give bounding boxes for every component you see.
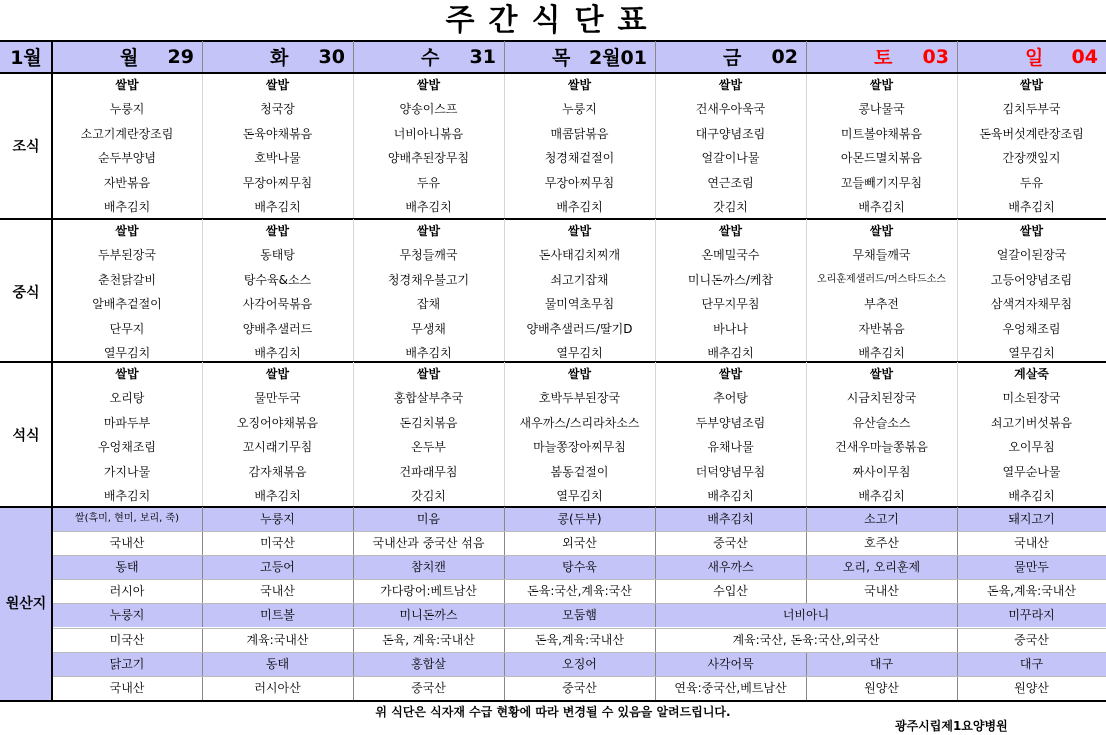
menu-cell: 배추김치 xyxy=(707,489,754,503)
grid-line xyxy=(957,73,958,219)
menu-cell: 배추김치 xyxy=(556,200,603,214)
day-date: 2월01 xyxy=(588,47,647,69)
origin-cell: 배추김치 xyxy=(655,507,806,531)
menu-cell: 갓김치 xyxy=(411,489,446,503)
origin-cell: 대구 xyxy=(957,652,1106,676)
grid-line xyxy=(957,676,958,700)
menu-cell: 자반볶음 xyxy=(103,175,151,190)
origin-cell: 국내산 xyxy=(1014,536,1049,551)
menu-cell: 쌀밥 xyxy=(416,78,441,92)
menu-cell: 물미역초무침 xyxy=(544,297,615,312)
origin-cell: 새우까스 xyxy=(655,555,806,579)
menu-cell: 온두부 xyxy=(411,440,446,455)
grid-line xyxy=(504,41,505,72)
menu-cell: 미니돈까스/케찹 xyxy=(687,272,774,287)
origin-cell: 소고기 xyxy=(806,507,957,531)
menu-cell: 꼬들빼기지무침 xyxy=(840,175,923,190)
grid-line xyxy=(353,628,354,652)
menu-cell: 너비아니볶음 xyxy=(393,126,464,141)
menu-cell: 마파두부 xyxy=(103,415,151,430)
grid-line xyxy=(202,603,203,627)
month-label: 1월 xyxy=(0,41,52,72)
origin-cell: 오리, 오리훈제 xyxy=(806,555,957,579)
origin-cell: 동태 xyxy=(202,652,353,676)
menu-cell: 쌀밥 xyxy=(567,367,592,381)
menu-cell: 봄동겉절이 xyxy=(550,464,609,479)
origin-cell: 사각어묵 xyxy=(655,652,806,676)
grid-line xyxy=(52,579,1106,580)
menu-cell: 배추김치 xyxy=(405,346,452,360)
grid-line xyxy=(0,700,1106,702)
menu-cell: 오리탕 xyxy=(109,391,145,406)
origin-cell: 돈육,계육:국내산 xyxy=(534,632,624,647)
grid-line xyxy=(202,362,203,508)
grid-line xyxy=(202,555,203,579)
grid-line xyxy=(52,652,1106,653)
origin-cell: 중국산 xyxy=(411,680,446,695)
menu-cell: 사각어묵볶음 xyxy=(242,297,313,312)
grid-line xyxy=(353,219,354,365)
grid-line xyxy=(806,676,807,700)
origin-cell: 국내산 xyxy=(109,536,145,551)
menu-cell: 쌀밥 xyxy=(869,78,894,92)
menu-cell: 호박두부된장국 xyxy=(538,391,621,406)
grid-line xyxy=(504,603,505,627)
menu-cell: 순두부양념 xyxy=(98,151,156,166)
grid-line xyxy=(504,507,505,531)
grid-line xyxy=(353,531,354,555)
grid-line xyxy=(0,361,1106,363)
menu-cell: 배추김치 xyxy=(1008,489,1055,503)
menu-cell: 자반볶음 xyxy=(858,321,905,336)
day-header-1 xyxy=(202,41,353,72)
menu-cell: 배추김치 xyxy=(1008,200,1055,214)
origin-cell: 콩(두부) xyxy=(504,507,655,531)
origin-label: 원산지 xyxy=(0,507,52,700)
menu-cell: 홍합살부추국 xyxy=(393,391,464,406)
grid-line xyxy=(504,652,505,676)
origin-cell: 미트볼 xyxy=(202,603,353,627)
menu-cell: 양배추된장무침 xyxy=(387,151,470,166)
origin-cell: 수입산 xyxy=(713,584,748,599)
grid-line xyxy=(202,628,203,652)
day-date: 31 xyxy=(469,45,496,68)
origin-cell: 가다랑어:베트남산 xyxy=(380,584,477,599)
origin-cell: 미니돈까스 xyxy=(353,603,504,627)
origin-cell: 국내산 xyxy=(864,584,899,599)
grid-line xyxy=(957,507,958,531)
menu-cell: 계살죽 xyxy=(1014,367,1049,381)
origin-cell: 중국산 xyxy=(1014,632,1049,647)
menu-cell: 바나나 xyxy=(713,321,748,336)
day-date: 29 xyxy=(167,45,194,68)
menu-cell: 열무순나물 xyxy=(1002,464,1061,479)
menu-cell: 두유 xyxy=(1019,175,1044,190)
grid-line xyxy=(353,73,354,219)
meal-label-2: 석식 xyxy=(12,428,40,445)
menu-cell: 얼갈이된장국 xyxy=(996,248,1067,263)
day-name: 금 xyxy=(723,47,742,69)
origin-cell: 돼지고기 xyxy=(957,507,1106,531)
menu-cell: 쌀밥 xyxy=(115,78,139,92)
origin-cell: 원양산 xyxy=(864,680,899,695)
menu-cell: 열무김치 xyxy=(556,489,603,503)
grid-line xyxy=(52,676,1106,677)
menu-cell: 짜사이무침 xyxy=(852,464,911,479)
origin-cell: 미음 xyxy=(353,507,504,531)
grid-line xyxy=(504,531,505,555)
menu-cell: 배추김치 xyxy=(707,346,754,360)
footer-note: 위 식단은 식자재 수급 현황에 따라 변경될 수 있음을 알려드립니다. xyxy=(375,704,731,719)
menu-cell: 돈사태김치찌개 xyxy=(538,248,621,263)
menu-cell: 시금치된장국 xyxy=(846,391,917,406)
menu-cell: 무채들깨국 xyxy=(852,248,911,263)
grid-line xyxy=(0,40,1106,42)
grid-line xyxy=(806,507,807,531)
grid-line xyxy=(202,652,203,676)
day-name: 토 xyxy=(874,47,893,69)
grid-line xyxy=(957,362,958,508)
grid-line xyxy=(202,219,203,365)
menu-cell: 우엉채조림 xyxy=(98,440,156,455)
menu-cell: 배추김치 xyxy=(405,200,452,214)
menu-cell: 배추김치 xyxy=(858,489,905,503)
grid-line xyxy=(957,603,958,627)
menu-cell: 우엉채조림 xyxy=(1002,321,1061,336)
menu-cell: 열무김치 xyxy=(103,346,151,360)
grid-line xyxy=(806,362,807,508)
menu-cell: 아몬드멸치볶음 xyxy=(840,151,923,166)
grid-line xyxy=(806,73,807,219)
grid-line xyxy=(655,362,656,508)
grid-line xyxy=(504,362,505,508)
origin-cell: 국내산과 중국산 섞음 xyxy=(372,536,485,551)
grid-line xyxy=(52,531,1106,532)
grid-line xyxy=(806,41,807,72)
menu-cell: 쌀밥 xyxy=(265,367,290,381)
menu-cell: 동태탕 xyxy=(260,248,295,263)
origin-cell: 쌀(흑미, 현미, 보리, 죽) xyxy=(52,507,202,531)
grid-line xyxy=(957,219,958,365)
grid-line xyxy=(202,531,203,555)
origin-cell: 러시아산 xyxy=(254,680,301,695)
grid-line xyxy=(655,41,656,72)
grid-line xyxy=(0,218,1106,220)
origin-cell: 누룽지 xyxy=(52,603,202,627)
origin-cell: 참치캔 xyxy=(353,555,504,579)
menu-cell: 마늘쫑장아찌무침 xyxy=(533,440,626,455)
grid-line xyxy=(202,507,203,531)
menu-cell: 열무김치 xyxy=(556,346,603,360)
grid-line xyxy=(0,506,1106,508)
menu-cell: 고등어양념조림 xyxy=(990,272,1073,287)
day-header-0 xyxy=(52,41,202,72)
grid-line xyxy=(52,555,1106,556)
menu-cell: 쌀밥 xyxy=(265,78,290,92)
grid-line xyxy=(52,603,1106,604)
origin-cell: 고등어 xyxy=(202,555,353,579)
grid-line xyxy=(202,676,203,700)
grid-line xyxy=(353,507,354,531)
grid-line xyxy=(504,579,505,603)
day-name: 목 xyxy=(552,47,571,69)
meal-label-0: 조식 xyxy=(12,139,40,156)
origin-cell: 돈육:국산,계육:국산 xyxy=(527,584,632,599)
menu-cell: 쌀밥 xyxy=(416,224,441,238)
grid-line xyxy=(957,628,958,652)
menu-cell: 돈김치볶음 xyxy=(399,415,458,430)
menu-cell: 부추전 xyxy=(864,297,899,312)
menu-cell: 무청들깨국 xyxy=(399,248,458,263)
menu-cell: 오리훈제샐러드/머스타드소스 xyxy=(817,273,946,285)
menu-cell: 오이무침 xyxy=(1008,440,1055,455)
menu-cell: 갓김치 xyxy=(713,200,748,214)
menu-cell: 배추김치 xyxy=(254,200,301,214)
menu-cell: 쌀밥 xyxy=(718,224,743,238)
origin-cell: 돈육, 계육:국내산 xyxy=(382,632,475,647)
origin-cell: 중국산 xyxy=(713,536,748,551)
menu-cell: 누룽지 xyxy=(109,102,145,117)
day-name: 화 xyxy=(270,47,289,69)
menu-cell: 쌀밥 xyxy=(115,367,139,381)
origin-cell: 너비아니 xyxy=(655,603,957,627)
menu-cell: 배추김치 xyxy=(103,489,151,503)
day-date: 03 xyxy=(922,45,949,68)
menu-cell: 미트볼야채볶음 xyxy=(840,126,923,141)
menu-cell: 호박나물 xyxy=(254,151,301,166)
menu-cell: 꼬시래기무침 xyxy=(242,440,313,455)
grid-line xyxy=(353,362,354,508)
menu-cell: 유산슬소스 xyxy=(852,415,911,430)
origin-cell: 오징어 xyxy=(504,652,655,676)
menu-cell: 콩나물국 xyxy=(858,102,905,117)
day-date: 30 xyxy=(318,45,345,68)
grid-line xyxy=(655,603,656,627)
menu-cell: 양배추샐러드 xyxy=(242,321,313,336)
page-title: 주간식단표 xyxy=(445,3,661,38)
menu-cell: 무장아찌무침 xyxy=(242,175,313,190)
menu-cell: 단무지 xyxy=(109,321,145,336)
grid-line xyxy=(504,676,505,700)
grid-line xyxy=(0,72,1106,74)
grid-line xyxy=(655,555,656,579)
menu-cell: 청경채우불고기 xyxy=(387,272,470,287)
grid-line xyxy=(806,555,807,579)
grid-line xyxy=(957,531,958,555)
menu-cell: 탕수육&소스 xyxy=(243,272,312,287)
menu-cell: 누룽지 xyxy=(562,102,597,117)
menu-cell: 쌀밥 xyxy=(567,224,592,238)
menu-cell: 두부양념조림 xyxy=(695,415,766,430)
menu-cell: 배추김치 xyxy=(858,346,905,360)
menu-cell: 단무지무침 xyxy=(701,297,760,312)
menu-cell: 대구양념조림 xyxy=(695,126,766,141)
menu-cell: 간장깻잎지 xyxy=(1002,151,1061,166)
grid-line xyxy=(957,41,958,72)
day-name: 일 xyxy=(1025,47,1044,69)
menu-cell: 쌀밥 xyxy=(265,224,290,238)
menu-cell: 물만두국 xyxy=(254,391,301,406)
menu-cell: 알배추겉절이 xyxy=(92,297,162,312)
menu-cell: 청국장 xyxy=(260,102,295,117)
menu-cell: 가지나물 xyxy=(103,464,151,479)
grid-line xyxy=(202,41,203,72)
menu-cell: 배추김치 xyxy=(254,489,301,503)
origin-cell: 러시아 xyxy=(109,584,145,599)
grid-line xyxy=(504,73,505,219)
origin-cell: 물만두 xyxy=(957,555,1106,579)
menu-cell: 배추김치 xyxy=(858,200,905,214)
grid-line xyxy=(655,73,656,219)
menu-cell: 배추김치 xyxy=(254,346,301,360)
menu-cell: 연근조림 xyxy=(707,175,754,190)
menu-cell: 더덕양념무침 xyxy=(695,464,766,479)
origin-cell: 중국산 xyxy=(562,680,597,695)
origin-cell: 동태 xyxy=(52,555,202,579)
grid-line xyxy=(51,41,53,700)
menu-cell: 무장아찌무침 xyxy=(544,175,615,190)
origin-cell: 모둠햄 xyxy=(504,603,655,627)
day-header-2 xyxy=(353,41,504,72)
day-header-6 xyxy=(957,41,1106,72)
grid-line xyxy=(202,73,203,219)
day-header-5 xyxy=(806,41,957,72)
menu-cell: 온메밀국수 xyxy=(701,248,760,263)
grid-line xyxy=(957,555,958,579)
origin-cell: 미국산 xyxy=(109,632,145,647)
menu-cell: 건파래무침 xyxy=(399,464,458,479)
grid-line xyxy=(52,628,1106,629)
origin-cell: 계육:국내산 xyxy=(246,632,309,647)
menu-cell: 쌀밥 xyxy=(1019,224,1044,238)
menu-cell: 돈육야채볶음 xyxy=(242,126,313,141)
menu-cell: 건새우마늘쫑볶음 xyxy=(835,440,928,455)
menu-cell: 미소된장국 xyxy=(1002,391,1061,406)
origin-cell: 국내산 xyxy=(260,584,295,599)
origin-cell: 국내산 xyxy=(109,680,145,695)
grid-line xyxy=(353,41,354,72)
menu-cell: 쌀밥 xyxy=(718,367,743,381)
grid-line xyxy=(504,219,505,365)
grid-line xyxy=(353,652,354,676)
grid-line xyxy=(202,579,203,603)
meal-label-1: 중식 xyxy=(12,285,40,302)
menu-cell: 새우까스/스리라차소스 xyxy=(519,415,640,430)
origin-cell: 외국산 xyxy=(562,536,597,551)
grid-line xyxy=(655,676,656,700)
grid-line xyxy=(353,603,354,627)
day-name: 월 xyxy=(120,47,139,69)
origin-cell: 원양산 xyxy=(1014,680,1049,695)
origin-cell: 홍합살 xyxy=(353,652,504,676)
origin-cell: 돈육,계육:국내산 xyxy=(986,584,1076,599)
menu-cell: 쌀밥 xyxy=(718,78,743,92)
day-header-4 xyxy=(655,41,806,72)
menu-cell: 쌀밥 xyxy=(1019,78,1044,92)
grid-line xyxy=(655,652,656,676)
grid-line xyxy=(655,579,656,603)
origin-cell: 대구 xyxy=(806,652,957,676)
menu-cell: 쌀밥 xyxy=(416,367,441,381)
origin-cell: 계육:국산, 돈육:국산,외국산 xyxy=(732,632,880,647)
day-date: 04 xyxy=(1071,45,1098,68)
grid-line xyxy=(655,628,656,652)
day-name: 수 xyxy=(421,47,440,69)
menu-cell: 쌀밥 xyxy=(869,224,894,238)
origin-cell: 닭고기 xyxy=(52,652,202,676)
origin-cell: 연육:중국산,베트남산 xyxy=(674,680,787,695)
menu-cell: 쌀밥 xyxy=(115,224,139,238)
menu-cell: 삼색겨자채무침 xyxy=(990,297,1073,312)
grid-line xyxy=(957,579,958,603)
origin-cell: 미국산 xyxy=(260,536,295,551)
menu-cell: 돈육버섯계란장조림 xyxy=(979,126,1084,141)
origin-cell: 누룽지 xyxy=(202,507,353,531)
origin-cell: 호주산 xyxy=(864,536,899,551)
origin-cell: 미꾸라지 xyxy=(957,603,1106,627)
day-date: 02 xyxy=(771,45,798,68)
origin-cell: 탕수육 xyxy=(504,555,655,579)
menu-cell: 양배추샐러드/딸기D xyxy=(526,321,633,336)
menu-cell: 쌀밥 xyxy=(869,367,894,381)
menu-cell: 매콤닭볶음 xyxy=(550,126,609,141)
day-header-3 xyxy=(504,41,655,72)
grid-line xyxy=(353,555,354,579)
menu-cell: 건새우아욱국 xyxy=(695,102,766,117)
grid-line xyxy=(806,579,807,603)
menu-cell: 두유 xyxy=(416,175,441,190)
grid-line xyxy=(655,507,656,531)
menu-cell: 무생채 xyxy=(411,321,446,336)
menu-cell: 청경채겉절이 xyxy=(544,151,615,166)
grid-line xyxy=(806,219,807,365)
grid-line xyxy=(655,219,656,365)
menu-cell: 김치두부국 xyxy=(1002,102,1061,117)
grid-line xyxy=(806,652,807,676)
menu-cell: 감자채볶음 xyxy=(248,464,307,479)
grid-line xyxy=(655,531,656,555)
menu-cell: 유채나물 xyxy=(707,440,754,455)
grid-line xyxy=(504,628,505,652)
menu-cell: 소고기계란장조림 xyxy=(80,126,174,141)
menu-cell: 쇠고기잡채 xyxy=(550,272,609,287)
menu-cell: 춘천닭갈비 xyxy=(98,272,156,287)
menu-cell: 배추김치 xyxy=(103,200,151,214)
menu-cell: 쌀밥 xyxy=(567,78,592,92)
grid-line xyxy=(353,579,354,603)
menu-cell: 두부된장국 xyxy=(98,248,156,263)
grid-line xyxy=(806,531,807,555)
grid-line xyxy=(353,676,354,700)
menu-cell: 추어탕 xyxy=(713,391,748,406)
menu-cell: 쇠고기버섯볶음 xyxy=(990,415,1073,430)
menu-cell: 잡채 xyxy=(416,297,441,312)
menu-cell: 열무김치 xyxy=(1008,346,1055,360)
hospital-name: 광주시립제1요양병원 xyxy=(895,719,1008,733)
menu-cell: 얼갈이나물 xyxy=(701,151,760,166)
grid-line xyxy=(504,555,505,579)
menu-cell: 양송이스프 xyxy=(399,102,458,117)
menu-cell: 오징어야채볶음 xyxy=(236,415,319,430)
grid-line xyxy=(957,652,958,676)
